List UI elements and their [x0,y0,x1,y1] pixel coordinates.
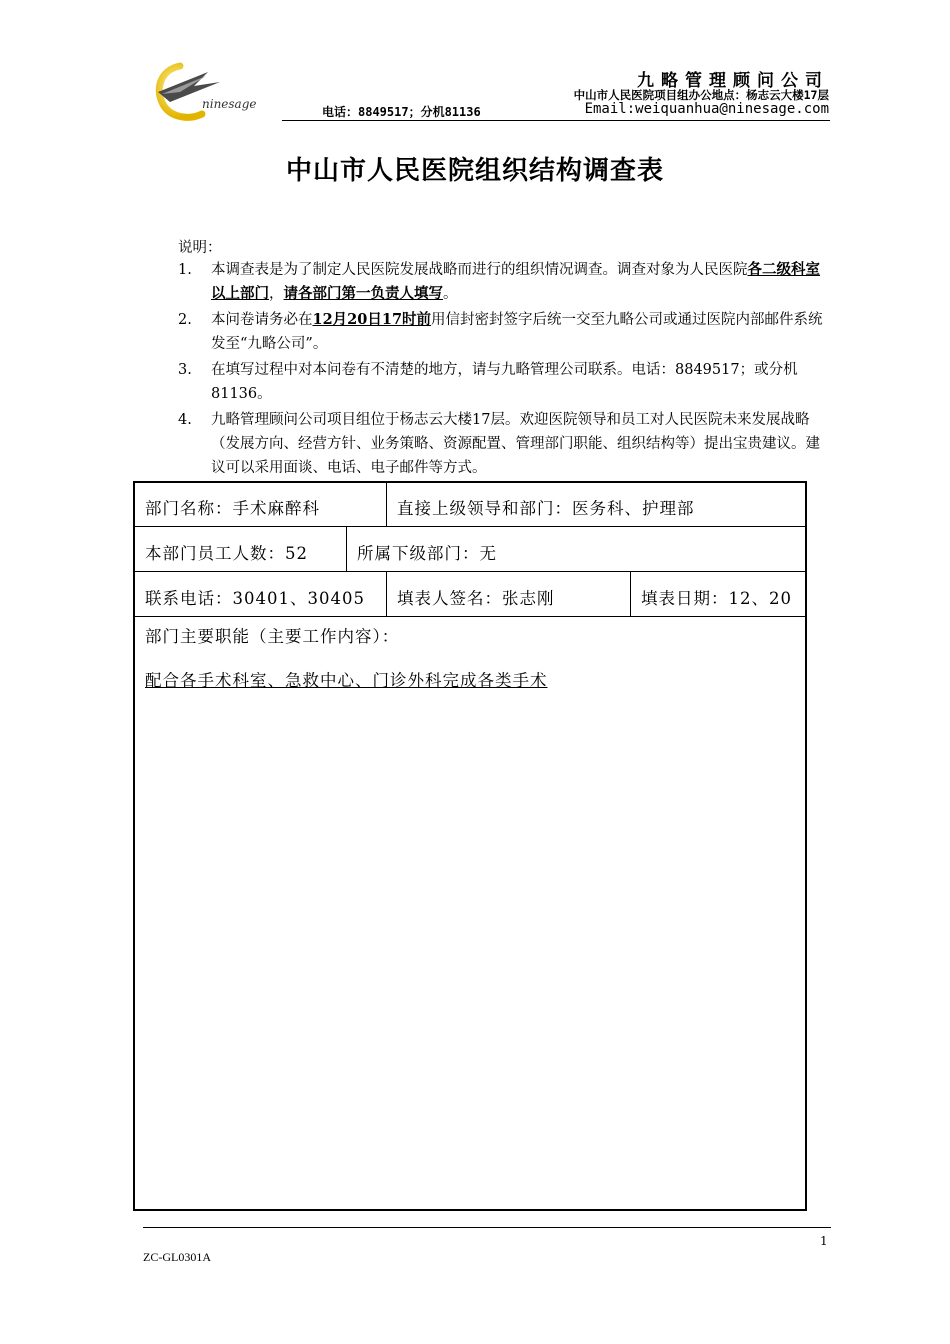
subordinate-field[interactable]: 所属下级部门：无 [357,544,497,563]
contact-phone-field[interactable]: 联系电话：30401、30405 [145,589,365,608]
note-item [178,408,830,480]
logo-swoosh-icon [150,58,268,124]
note-number: 2. [178,312,192,328]
survey-form-table [133,481,807,1211]
page-title: 中山市人民医院组织结构调查表 [285,156,664,186]
fill-date-field[interactable]: 填表日期：12、20 [641,589,792,608]
note-item [178,308,830,356]
filler-signature-field[interactable]: 填表人签名：张志刚 [397,589,555,608]
company-logo [150,58,268,124]
row-divider [135,571,805,572]
duties-value[interactable]: 配合各手术科室、急救中心、门诊外科完成各类手术 [145,671,548,690]
header-divider [282,120,830,121]
note-text: 在填写过程中对本问卷有不清楚的地方，请与九略管理公司联系。电话：8849517；或分机81136。 [211,362,798,402]
note-item [178,258,830,306]
note-text: 本问卷请务必在12月20日17时前用信封密封签字后统一交至九略公司或通过医院内部邮件系统发至“九略公司”。 [211,311,823,352]
col-divider [386,483,387,526]
duties-label: 部门主要职能（主要工作内容）： [145,627,400,646]
note-number: 3. [178,362,192,378]
col-divider [346,526,347,571]
document-code: ZC-GL0301A [143,1250,211,1264]
page-number: 1 [820,1234,828,1248]
row-divider [135,526,805,527]
note-number: 1. [178,262,192,278]
superior-field[interactable]: 直接上级领导和部门：医务科、护理部 [397,499,695,518]
dept-name-field[interactable]: 部门名称：手术麻醉科 [145,499,320,518]
company-address: 中山市人民医院项目组办公地点：杨志云大楼17层 [573,88,829,102]
company-phone: 电话：8849517；分机81136 [322,105,481,119]
logo-text: ninesage [202,97,257,111]
notes-label: 说明： [178,240,222,256]
staff-count-field[interactable]: 本部门员工人数：52 [145,544,308,563]
company-name: 九略管理顾问公司 [637,71,829,91]
note-text: 本调查表是为了制定人民医院发展战略而进行的组织情况调查。调查对象为人民医院各二级科室以上部门，请各部门第一负责人填写。 [211,261,820,302]
row-divider [135,616,805,617]
company-email[interactable]: Email:weiquanhua@ninesage.com [584,101,829,117]
note-text: 九略管理顾问公司项目组位于杨志云大楼17层。欢迎医院领导和员工对人民医院未来发展战略（发展方向、经营方针、业务策略、资源配置、管理部门职能、组织结构等）提出宝贵建议。建议可以采用面谈、电话、电子邮件等方式。 [211,412,820,476]
col-divider [386,571,387,616]
col-divider [630,571,631,616]
footer-divider [143,1227,831,1228]
note-number: 4. [178,412,192,428]
note-item [178,358,830,406]
